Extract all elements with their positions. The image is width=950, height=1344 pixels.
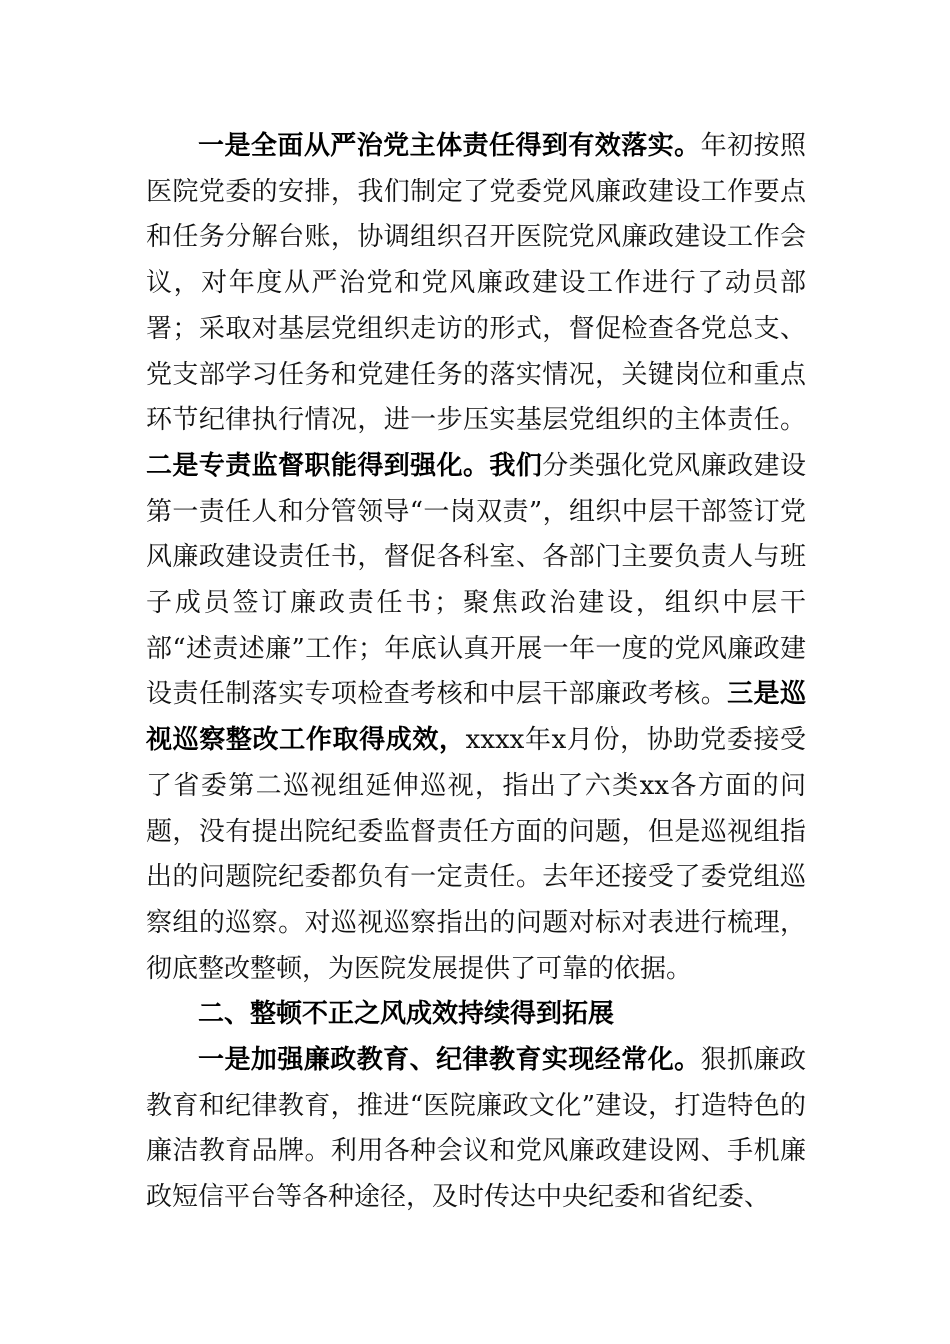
section-heading	[146, 992, 806, 1038]
point-3-text: xxxx年x月份，协助党委接受了省委第二巡视组延伸巡视，指出了六类xx各方面的问题，没有提出院纪委监督责任方面的问题，但是巡视组指出的问题院纪委都负有一定责任。去年还接受了委党组巡察组的巡察。对巡视巡察指出的问题对标对表进行梳理，彻底整改整顿，为医院发展提供了可靠的依据。	[146, 725, 806, 984]
point-1-text: 年初按照医院党委的安排，我们制定了党委党风廉政建设工作要点和任务分解台账，协调组织召开医院党风廉政建设工作会议，对年度从严治党和党风廉政建设工作进行了动员部署；采取对基层党组织走访的形式，督促检查各党总支、党支部学习任务和党建任务的落实情况，关键岗位和重点环节纪律执行情况，进一步压实基层党组织的主体责任。	[146, 131, 806, 436]
point-1-heading: 一是全面从严治党主体责任得到有效落实。	[198, 131, 701, 161]
document-body	[146, 124, 806, 1221]
section-heading-text: 二、整顿不正之风成效持续得到拓展	[198, 999, 615, 1030]
paragraph-responsibility	[146, 124, 806, 992]
education-heading: 一是加强廉政教育、纪律教育实现经常化。	[198, 1045, 701, 1076]
point-3-heading: 三是巡视巡察整改工作取得成效，	[146, 679, 806, 756]
paragraph-education	[146, 1038, 806, 1221]
point-2-heading: 二是专责监督职能得到强化。我们	[146, 450, 543, 481]
point-2-text: 分类强化党风廉政建设第一责任人和分管领导“一岗双责”，组织中层干部签订党风廉政建设责任书，督促各科室、各部门主要负责人与班子成员签订廉政责任书；聚焦政治建设，组织中层干部“述责述廉”工作；年底认真开展一年一度的党风廉政建设责任制落实专项检查考核和中层干部廉政考核。	[146, 450, 806, 710]
education-text: 狠抓廉政教育和纪律教育，推进“医院廉政文化”建设，打造特色的廉洁教育品牌。利用各种会议和党风廉政建设网、手机廉政短信平台等各种途径，及时传达中央纪委和省纪委、	[146, 1045, 806, 1213]
